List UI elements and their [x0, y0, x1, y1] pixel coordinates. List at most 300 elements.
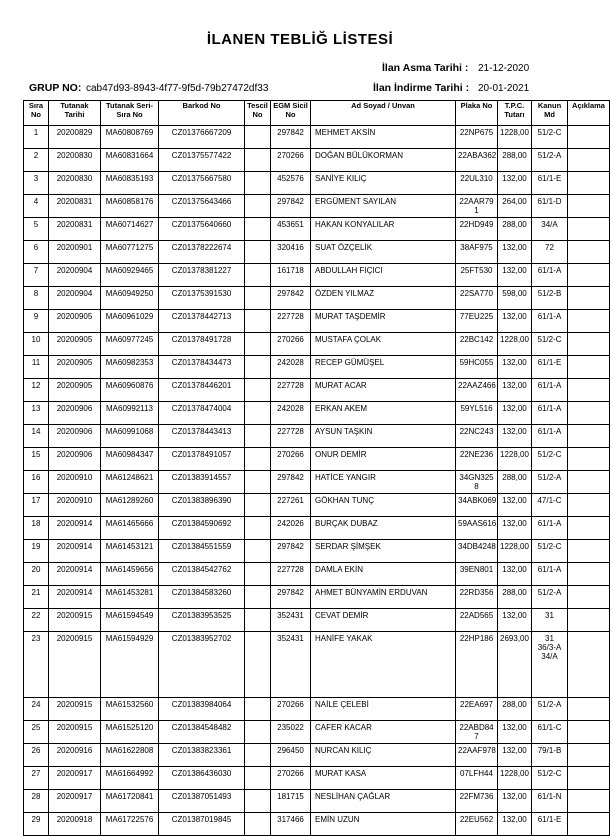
tutanak-tarihi-cell: 20200830 — [49, 172, 101, 195]
kanun-md-cell: 51/2-C — [532, 448, 568, 471]
tescil-no-cell — [245, 287, 271, 310]
sira-no-cell: 4 — [24, 195, 49, 218]
barkod-no-cell: CZ01384548482 — [159, 721, 245, 744]
barkod-no-cell: CZ01375391530 — [159, 287, 245, 310]
barkod-no-cell: CZ01378474004 — [159, 402, 245, 425]
table-row — [24, 813, 610, 836]
aciklama-cell — [568, 241, 610, 264]
sira-no-cell: 18 — [24, 517, 49, 540]
kanun-md-cell: 51/2-B — [532, 287, 568, 310]
tpc-tutari-cell: 132,00 — [498, 517, 532, 540]
ad-soyad-cell: HATİCE YANGIR — [311, 471, 456, 494]
barkod-no-cell: CZ01383914557 — [159, 471, 245, 494]
col-header: Ad Soyad / Unvan — [311, 101, 456, 126]
seri-sira-no-cell: MA61248621 — [101, 471, 159, 494]
egm-sicil-no-cell: 227261 — [271, 494, 311, 517]
barkod-no-cell: CZ01384551559 — [159, 540, 245, 563]
tpc-tutari-cell: 132,00 — [498, 790, 532, 813]
kanun-md-cell: 61/1-A — [532, 425, 568, 448]
tescil-no-cell — [245, 448, 271, 471]
plaka-no-cell: 22HD949 — [456, 218, 498, 241]
ilan-asma-value: 21-12-2020 — [478, 63, 530, 74]
tutanak-tarihi-cell: 20200918 — [49, 813, 101, 836]
tutanak-tarihi-cell: 20200914 — [49, 517, 101, 540]
tescil-no-cell — [245, 195, 271, 218]
sira-no-cell: 19 — [24, 540, 49, 563]
grup-label: GRUP NO: — [29, 82, 82, 94]
sira-no-cell: 5 — [24, 218, 49, 241]
aciklama-cell — [568, 540, 610, 563]
tescil-no-cell — [245, 379, 271, 402]
tescil-no-cell — [245, 425, 271, 448]
tutanak-tarihi-cell: 20200831 — [49, 218, 101, 241]
tescil-no-cell — [245, 790, 271, 813]
aciklama-cell — [568, 721, 610, 744]
barkod-no-cell: CZ01378222674 — [159, 241, 245, 264]
ilan-asma-label: İlan Asma Tarihi : — [382, 62, 469, 74]
sira-no-cell: 27 — [24, 767, 49, 790]
col-header: T.P.C. Tutarı — [498, 101, 532, 126]
kanun-md-cell: 72 — [532, 241, 568, 264]
aciklama-cell — [568, 264, 610, 287]
ad-soyad-cell: BURÇAK DUBAZ — [311, 517, 456, 540]
egm-sicil-no-cell: 227728 — [271, 563, 311, 586]
tpc-tutari-cell: 132,00 — [498, 721, 532, 744]
seri-sira-no-cell: MA61622808 — [101, 744, 159, 767]
seri-sira-no-cell: MA60961029 — [101, 310, 159, 333]
tescil-no-cell — [245, 172, 271, 195]
sira-no-cell: 15 — [24, 448, 49, 471]
aciklama-cell — [568, 333, 610, 356]
ad-soyad-cell: AHMET BÜNYAMİN ERDUVAN — [311, 586, 456, 609]
table-header-row — [24, 101, 610, 126]
notification-table — [23, 100, 610, 836]
ad-soyad-cell: CEVAT DEMİR — [311, 609, 456, 632]
ad-soyad-cell: MURAT KASA — [311, 767, 456, 790]
ad-soyad-cell: MURAT TAŞDEMİR — [311, 310, 456, 333]
tpc-tutari-cell: 132,00 — [498, 402, 532, 425]
ad-soyad-cell: AYSUN TAŞKIN — [311, 425, 456, 448]
kanun-md-cell: 47/1-C — [532, 494, 568, 517]
kanun-md-cell: 61/1-A — [532, 264, 568, 287]
seri-sira-no-cell: MA60960876 — [101, 379, 159, 402]
table-row — [24, 241, 610, 264]
table-row — [24, 790, 610, 813]
table-row — [24, 744, 610, 767]
kanun-md-cell: 51/2-A — [532, 698, 568, 721]
tpc-tutari-cell: 1228,00 — [498, 448, 532, 471]
sira-no-cell: 16 — [24, 471, 49, 494]
kanun-md-cell: 61/1-N — [532, 790, 568, 813]
tescil-no-cell — [245, 813, 271, 836]
tpc-tutari-cell: 288,00 — [498, 471, 532, 494]
tescil-no-cell — [245, 333, 271, 356]
tpc-tutari-cell: 132,00 — [498, 563, 532, 586]
tescil-no-cell — [245, 540, 271, 563]
tutanak-tarihi-cell: 20200917 — [49, 790, 101, 813]
kanun-md-cell: 31 36/3-A 34/A — [532, 632, 568, 698]
egm-sicil-no-cell: 181715 — [271, 790, 311, 813]
tpc-tutari-cell: 132,00 — [498, 241, 532, 264]
tescil-no-cell — [245, 698, 271, 721]
plaka-no-cell: 59HC055 — [456, 356, 498, 379]
table-row — [24, 195, 610, 218]
ilan-indirme-label: İlan İndirme Tarihi : — [373, 82, 470, 94]
kanun-md-cell: 51/2-C — [532, 333, 568, 356]
egm-sicil-no-cell: 270266 — [271, 149, 311, 172]
ad-soyad-cell: MURAT ACAR — [311, 379, 456, 402]
egm-sicil-no-cell: 296450 — [271, 744, 311, 767]
table-row — [24, 310, 610, 333]
barkod-no-cell: CZ01378491728 — [159, 333, 245, 356]
plaka-no-cell: 59YL516 — [456, 402, 498, 425]
kanun-md-cell: 51/2-C — [532, 126, 568, 149]
egm-sicil-no-cell: 320416 — [271, 241, 311, 264]
kanun-md-cell: 61/1-E — [532, 172, 568, 195]
ad-soyad-cell: DAMLA EKİN — [311, 563, 456, 586]
tpc-tutari-cell: 1228,00 — [498, 126, 532, 149]
seri-sira-no-cell: MA61289260 — [101, 494, 159, 517]
aciklama-cell — [568, 402, 610, 425]
tutanak-tarihi-cell: 20200906 — [49, 402, 101, 425]
ad-soyad-cell: SUAT ÖZÇELİK — [311, 241, 456, 264]
tutanak-tarihi-cell: 20200915 — [49, 721, 101, 744]
table-row — [24, 356, 610, 379]
plaka-no-cell: 07LFH44 — [456, 767, 498, 790]
tescil-no-cell — [245, 356, 271, 379]
seri-sira-no-cell: MA61664992 — [101, 767, 159, 790]
barkod-no-cell: CZ01384542762 — [159, 563, 245, 586]
plaka-no-cell: 22NE236 — [456, 448, 498, 471]
ad-soyad-cell: RECEP GÜMÜŞEL — [311, 356, 456, 379]
aciklama-cell — [568, 698, 610, 721]
tutanak-tarihi-cell: 20200915 — [49, 609, 101, 632]
ad-soyad-cell: ABDULLAH FIÇICI — [311, 264, 456, 287]
egm-sicil-no-cell: 297842 — [271, 540, 311, 563]
tpc-tutari-cell: 288,00 — [498, 149, 532, 172]
ad-soyad-cell: ÖZDEN YILMAZ — [311, 287, 456, 310]
kanun-md-cell: 61/1-D — [532, 195, 568, 218]
barkod-no-cell: CZ01383984064 — [159, 698, 245, 721]
sira-no-cell: 14 — [24, 425, 49, 448]
egm-sicil-no-cell: 242026 — [271, 517, 311, 540]
sira-no-cell: 28 — [24, 790, 49, 813]
barkod-no-cell: CZ01386436030 — [159, 767, 245, 790]
ad-soyad-cell: NESLİHAN ÇAĞLAR — [311, 790, 456, 813]
egm-sicil-no-cell: 227728 — [271, 379, 311, 402]
tutanak-tarihi-cell: 20200906 — [49, 425, 101, 448]
seri-sira-no-cell: MA60992113 — [101, 402, 159, 425]
kanun-md-cell: 61/1-A — [532, 517, 568, 540]
aciklama-cell — [568, 494, 610, 517]
table-row — [24, 425, 610, 448]
table-row — [24, 172, 610, 195]
tutanak-tarihi-cell: 20200904 — [49, 264, 101, 287]
plaka-no-cell: 22ABA362 — [456, 149, 498, 172]
aciklama-cell — [568, 149, 610, 172]
ad-soyad-cell: ONUR DEMİR — [311, 448, 456, 471]
tutanak-tarihi-cell: 20200914 — [49, 563, 101, 586]
kanun-md-cell: 79/1-B — [532, 744, 568, 767]
tutanak-tarihi-cell: 20200904 — [49, 287, 101, 310]
egm-sicil-no-cell: 242028 — [271, 356, 311, 379]
barkod-no-cell: CZ01384583260 — [159, 586, 245, 609]
tpc-tutari-cell: 132,00 — [498, 425, 532, 448]
egm-sicil-no-cell: 270266 — [271, 448, 311, 471]
sira-no-cell: 25 — [24, 721, 49, 744]
ad-soyad-cell: NURCAN KILIÇ — [311, 744, 456, 767]
tutanak-tarihi-cell: 20200915 — [49, 698, 101, 721]
plaka-no-cell: 22RD356 — [456, 586, 498, 609]
aciklama-cell — [568, 172, 610, 195]
tescil-no-cell — [245, 563, 271, 586]
table-row — [24, 379, 610, 402]
sira-no-cell: 6 — [24, 241, 49, 264]
plaka-no-cell: 39EN801 — [456, 563, 498, 586]
tescil-no-cell — [245, 264, 271, 287]
sira-no-cell: 22 — [24, 609, 49, 632]
barkod-no-cell: CZ01378434473 — [159, 356, 245, 379]
seri-sira-no-cell: MA61722576 — [101, 813, 159, 836]
tpc-tutari-cell: 132,00 — [498, 356, 532, 379]
tescil-no-cell — [245, 767, 271, 790]
plaka-no-cell: 25FT530 — [456, 264, 498, 287]
aciklama-cell — [568, 563, 610, 586]
tpc-tutari-cell: 1228,00 — [498, 333, 532, 356]
seri-sira-no-cell: MA61453121 — [101, 540, 159, 563]
plaka-no-cell: 34GN325 8 — [456, 471, 498, 494]
aciklama-cell — [568, 425, 610, 448]
tescil-no-cell — [245, 218, 271, 241]
sira-no-cell: 1 — [24, 126, 49, 149]
kanun-md-cell: 34/A — [532, 218, 568, 241]
plaka-no-cell: 22EU562 — [456, 813, 498, 836]
tescil-no-cell — [245, 149, 271, 172]
egm-sicil-no-cell: 270266 — [271, 333, 311, 356]
aciklama-cell — [568, 632, 610, 698]
kanun-md-cell: 51/2-C — [532, 540, 568, 563]
barkod-no-cell: CZ01378442713 — [159, 310, 245, 333]
plaka-no-cell: 22AAF978 — [456, 744, 498, 767]
aciklama-cell — [568, 195, 610, 218]
tpc-tutari-cell: 1228,00 — [498, 540, 532, 563]
aciklama-cell — [568, 356, 610, 379]
seri-sira-no-cell: MA61594929 — [101, 632, 159, 698]
egm-sicil-no-cell: 270266 — [271, 767, 311, 790]
tpc-tutari-cell: 132,00 — [498, 813, 532, 836]
tutanak-tarihi-cell: 20200829 — [49, 126, 101, 149]
ad-soyad-cell: ERGÜMENT SAYILAN — [311, 195, 456, 218]
tescil-no-cell — [245, 241, 271, 264]
col-header: Barkod No — [159, 101, 245, 126]
seri-sira-no-cell: MA61532560 — [101, 698, 159, 721]
seri-sira-no-cell: MA60982353 — [101, 356, 159, 379]
sira-no-cell: 23 — [24, 632, 49, 698]
ad-soyad-cell: MEHMET AKSİN — [311, 126, 456, 149]
barkod-no-cell: CZ01387019845 — [159, 813, 245, 836]
seri-sira-no-cell: MA61525120 — [101, 721, 159, 744]
tescil-no-cell — [245, 586, 271, 609]
kanun-md-cell: 61/1-C — [532, 721, 568, 744]
seri-sira-no-cell: MA61459656 — [101, 563, 159, 586]
tpc-tutari-cell: 132,00 — [498, 172, 532, 195]
tpc-tutari-cell: 132,00 — [498, 264, 532, 287]
barkod-no-cell: CZ01375640660 — [159, 218, 245, 241]
tutanak-tarihi-cell: 20200910 — [49, 494, 101, 517]
plaka-no-cell: 22AAR79 1 — [456, 195, 498, 218]
col-header: Açıklama — [568, 101, 610, 126]
tpc-tutari-cell: 132,00 — [498, 494, 532, 517]
egm-sicil-no-cell: 227728 — [271, 310, 311, 333]
tpc-tutari-cell: 2693,00 — [498, 632, 532, 698]
col-header: Tutanak Tarihi — [49, 101, 101, 126]
kanun-md-cell: 61/1-A — [532, 563, 568, 586]
col-header: Tutanak Seri-Sıra No — [101, 101, 159, 126]
tescil-no-cell — [245, 402, 271, 425]
plaka-no-cell: 22BC142 — [456, 333, 498, 356]
seri-sira-no-cell: MA60835193 — [101, 172, 159, 195]
kanun-md-cell: 61/1-A — [532, 402, 568, 425]
plaka-no-cell: 22HP186 — [456, 632, 498, 698]
egm-sicil-no-cell: 453651 — [271, 218, 311, 241]
tpc-tutari-cell: 598,00 — [498, 287, 532, 310]
plaka-no-cell: 22ABD84 7 — [456, 721, 498, 744]
sira-no-cell: 17 — [24, 494, 49, 517]
plaka-no-cell: 22NC243 — [456, 425, 498, 448]
aciklama-cell — [568, 218, 610, 241]
sira-no-cell: 7 — [24, 264, 49, 287]
page-title: İLANEN TEBLİĞ LİSTESİ — [206, 31, 394, 48]
tescil-no-cell — [245, 609, 271, 632]
tutanak-tarihi-cell: 20200905 — [49, 333, 101, 356]
table-row — [24, 494, 610, 517]
tpc-tutari-cell: 132,00 — [498, 310, 532, 333]
col-header: EGM Sicil No — [271, 101, 311, 126]
table-row — [24, 698, 610, 721]
ad-soyad-cell: EMİN UZUN — [311, 813, 456, 836]
barkod-no-cell: CZ01375667580 — [159, 172, 245, 195]
egm-sicil-no-cell: 452576 — [271, 172, 311, 195]
col-header: Tescil No — [245, 101, 271, 126]
table-row — [24, 517, 610, 540]
barkod-no-cell: CZ01384590692 — [159, 517, 245, 540]
ad-soyad-cell: SERDAR ŞİMŞEK — [311, 540, 456, 563]
tescil-no-cell — [245, 721, 271, 744]
aciklama-cell — [568, 471, 610, 494]
seri-sira-no-cell: MA60771275 — [101, 241, 159, 264]
egm-sicil-no-cell: 297842 — [271, 126, 311, 149]
sira-no-cell: 20 — [24, 563, 49, 586]
tpc-tutari-cell: 132,00 — [498, 744, 532, 767]
seri-sira-no-cell: MA60984347 — [101, 448, 159, 471]
plaka-no-cell: 22NP675 — [456, 126, 498, 149]
barkod-no-cell: CZ01378381227 — [159, 264, 245, 287]
aciklama-cell — [568, 586, 610, 609]
sira-no-cell: 13 — [24, 402, 49, 425]
seri-sira-no-cell: MA61594549 — [101, 609, 159, 632]
barkod-no-cell: CZ01378491057 — [159, 448, 245, 471]
sira-no-cell: 9 — [24, 310, 49, 333]
egm-sicil-no-cell: 227728 — [271, 425, 311, 448]
seri-sira-no-cell: MA61720841 — [101, 790, 159, 813]
barkod-no-cell: CZ01387051493 — [159, 790, 245, 813]
tescil-no-cell — [245, 632, 271, 698]
tutanak-tarihi-cell: 20200905 — [49, 379, 101, 402]
seri-sira-no-cell: MA60714627 — [101, 218, 159, 241]
sira-no-cell: 11 — [24, 356, 49, 379]
tescil-no-cell — [245, 494, 271, 517]
seri-sira-no-cell: MA60991068 — [101, 425, 159, 448]
tpc-tutari-cell: 132,00 — [498, 379, 532, 402]
aciklama-cell — [568, 379, 610, 402]
aciklama-cell — [568, 767, 610, 790]
ad-soyad-cell: CAFER KACAR — [311, 721, 456, 744]
plaka-no-cell: 22SA770 — [456, 287, 498, 310]
kanun-md-cell: 31 — [532, 609, 568, 632]
table-row — [24, 563, 610, 586]
plaka-no-cell: 34ABK069 — [456, 494, 498, 517]
table-row — [24, 471, 610, 494]
barkod-no-cell: CZ01376667209 — [159, 126, 245, 149]
plaka-no-cell: 77EU225 — [456, 310, 498, 333]
sira-no-cell: 24 — [24, 698, 49, 721]
ad-soyad-cell: ERKAN AKEM — [311, 402, 456, 425]
table-row — [24, 632, 610, 698]
ad-soyad-cell: SANİYE KILIÇ — [311, 172, 456, 195]
table-row — [24, 402, 610, 425]
tescil-no-cell — [245, 517, 271, 540]
plaka-no-cell: 22AD565 — [456, 609, 498, 632]
ad-soyad-cell: HANİFE YAKAK — [311, 632, 456, 698]
sira-no-cell: 26 — [24, 744, 49, 767]
seri-sira-no-cell: MA60949250 — [101, 287, 159, 310]
table-row — [24, 448, 610, 471]
tutanak-tarihi-cell: 20200917 — [49, 767, 101, 790]
seri-sira-no-cell: MA60977245 — [101, 333, 159, 356]
tutanak-tarihi-cell: 20200905 — [49, 356, 101, 379]
table-row — [24, 767, 610, 790]
tutanak-tarihi-cell: 20200915 — [49, 632, 101, 698]
aciklama-cell — [568, 448, 610, 471]
table-row — [24, 287, 610, 310]
egm-sicil-no-cell: 297842 — [271, 287, 311, 310]
grup-value: cab47d93-8943-4f77-9f5d-79b27472df33 — [86, 83, 269, 94]
kanun-md-cell: 51/2-A — [532, 586, 568, 609]
seri-sira-no-cell: MA61453281 — [101, 586, 159, 609]
tutanak-tarihi-cell: 20200910 — [49, 471, 101, 494]
table-row — [24, 218, 610, 241]
egm-sicil-no-cell: 242028 — [271, 402, 311, 425]
sira-no-cell: 10 — [24, 333, 49, 356]
kanun-md-cell: 61/1-A — [532, 310, 568, 333]
barkod-no-cell: CZ01375643466 — [159, 195, 245, 218]
table-row — [24, 540, 610, 563]
barkod-no-cell: CZ01383896390 — [159, 494, 245, 517]
plaka-no-cell: 22EA697 — [456, 698, 498, 721]
tescil-no-cell — [245, 310, 271, 333]
table-row — [24, 126, 610, 149]
aciklama-cell — [568, 310, 610, 333]
plaka-no-cell: 38AF975 — [456, 241, 498, 264]
egm-sicil-no-cell: 235022 — [271, 721, 311, 744]
table-row — [24, 609, 610, 632]
egm-sicil-no-cell: 270266 — [271, 698, 311, 721]
col-header: Plaka No — [456, 101, 498, 126]
egm-sicil-no-cell: 352431 — [271, 632, 311, 698]
egm-sicil-no-cell: 297842 — [271, 586, 311, 609]
table-row — [24, 333, 610, 356]
tpc-tutari-cell: 132,00 — [498, 609, 532, 632]
